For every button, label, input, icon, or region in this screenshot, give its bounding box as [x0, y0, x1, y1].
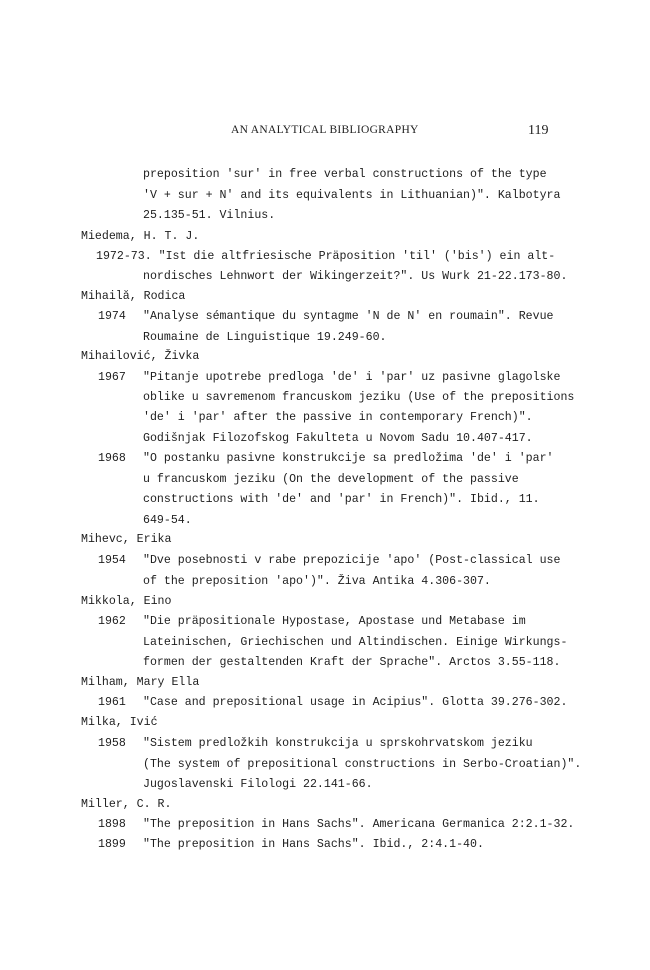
entry-year-line: 1972-73. "Ist die altfriesische Präposition 'til' ('bis') ein alt- — [96, 250, 556, 263]
entry-text-line: 'V + sur + N' and its equivalents in Lithuanian)". Kalbotyra — [143, 189, 561, 202]
entry-text-line: "Analyse sémantique du syntagme 'N de N' en roumain". Revue — [143, 310, 554, 323]
entry-year: 1962 — [98, 615, 126, 628]
entry-text-line: "Dve posebnosti v rabe prepozicije 'apo' (Post-classical use — [143, 554, 561, 567]
entry-text-line: oblike u savremenom francuskom jeziku (Use of the prepositions — [143, 391, 575, 404]
entry-text-line: "O postanku pasivne konstrukcije sa predložima 'de' i 'par' — [143, 452, 554, 465]
entry-year: 1967 — [98, 371, 126, 384]
entry-text-line: Godišnjak Filozofskog Fakulteta u Novom Sadu 10.407-417. — [143, 432, 533, 445]
author-heading: Miller, C. R. — [81, 798, 172, 811]
entry-text-line: Roumaine de Linguistique 19.249-60. — [143, 331, 387, 344]
running-title: AN ANALYTICAL BIBLIOGRAPHY — [231, 124, 419, 136]
entry-text-line: 25.135-51. Vilnius. — [143, 209, 276, 222]
entry-text-line: "Die präpositionale Hypostase, Apostase und Metabase im — [143, 615, 526, 628]
entry-text-line: formen der gestaltenden Kraft der Sprache". Arctos 3.55-118. — [143, 656, 561, 669]
author-heading: Mikkola, Eino — [81, 595, 172, 608]
author-heading: Mihailă, Rodica — [81, 290, 186, 303]
entry-text-line: of the preposition 'apo')". Živa Antika 4.306-307. — [143, 575, 491, 588]
entry-text-line: (The system of prepositional constructions in Serbo-Croatian)". — [143, 758, 582, 771]
author-heading: Milka, Ivić — [81, 716, 158, 729]
entry-year: 1954 — [98, 554, 126, 567]
entry-text-line: "Pitanje upotrebe predloga 'de' i 'par' uz pasivne glagolske — [143, 371, 561, 384]
author-heading: Mihevc, Erika — [81, 533, 172, 546]
entry-year: 1958 — [98, 737, 126, 750]
entry-text-line: preposition 'sur' in free verbal constructions of the type — [143, 168, 547, 181]
entry-text-line: "Case and prepositional usage in Acipius". Glotta 39.276-302. — [143, 696, 568, 709]
author-heading: Miedema, H. T. J. — [81, 230, 200, 243]
entry-text-line: nordisches Lehnwort der Wikingerzeit?". Us Wurk 21-22.173-80. — [143, 270, 568, 283]
entry-year: 1898 — [98, 818, 126, 831]
entry-text-line: u francuskom jeziku (On the development of the passive — [143, 473, 519, 486]
entry-year: 1974 — [98, 310, 126, 323]
entry-text-line: 'de' i 'par' after the passive in contemporary French)". — [143, 411, 533, 424]
entry-text-line: constructions with 'de' and 'par' in French)". Ibid., 11. — [143, 493, 540, 506]
entry-text-line: "The preposition in Hans Sachs". Ibid., 2:4.1-40. — [143, 838, 484, 851]
entry-text-line: "Sistem predložkih konstrukcija u sprskohrvatskom jeziku — [143, 737, 533, 750]
entry-text-line: "The preposition in Hans Sachs". Americana Germanica 2:2.1-32. — [143, 818, 575, 831]
author-heading: Mihailović, Živka — [81, 350, 200, 363]
entry-year: 1899 — [98, 838, 126, 851]
entry-year: 1968 — [98, 452, 126, 465]
entry-text-line: 649-54. — [143, 514, 192, 527]
running-header — [0, 124, 650, 142]
author-heading: Milham, Mary Ella — [81, 676, 200, 689]
entry-text-line: Jugoslavenski Filologi 22.141-66. — [143, 778, 373, 791]
page-number: 119 — [528, 123, 549, 138]
entry-year: 1961 — [98, 696, 126, 709]
entry-text-line: Lateinischen, Griechischen und Altindischen. Einige Wirkungs- — [143, 636, 568, 649]
